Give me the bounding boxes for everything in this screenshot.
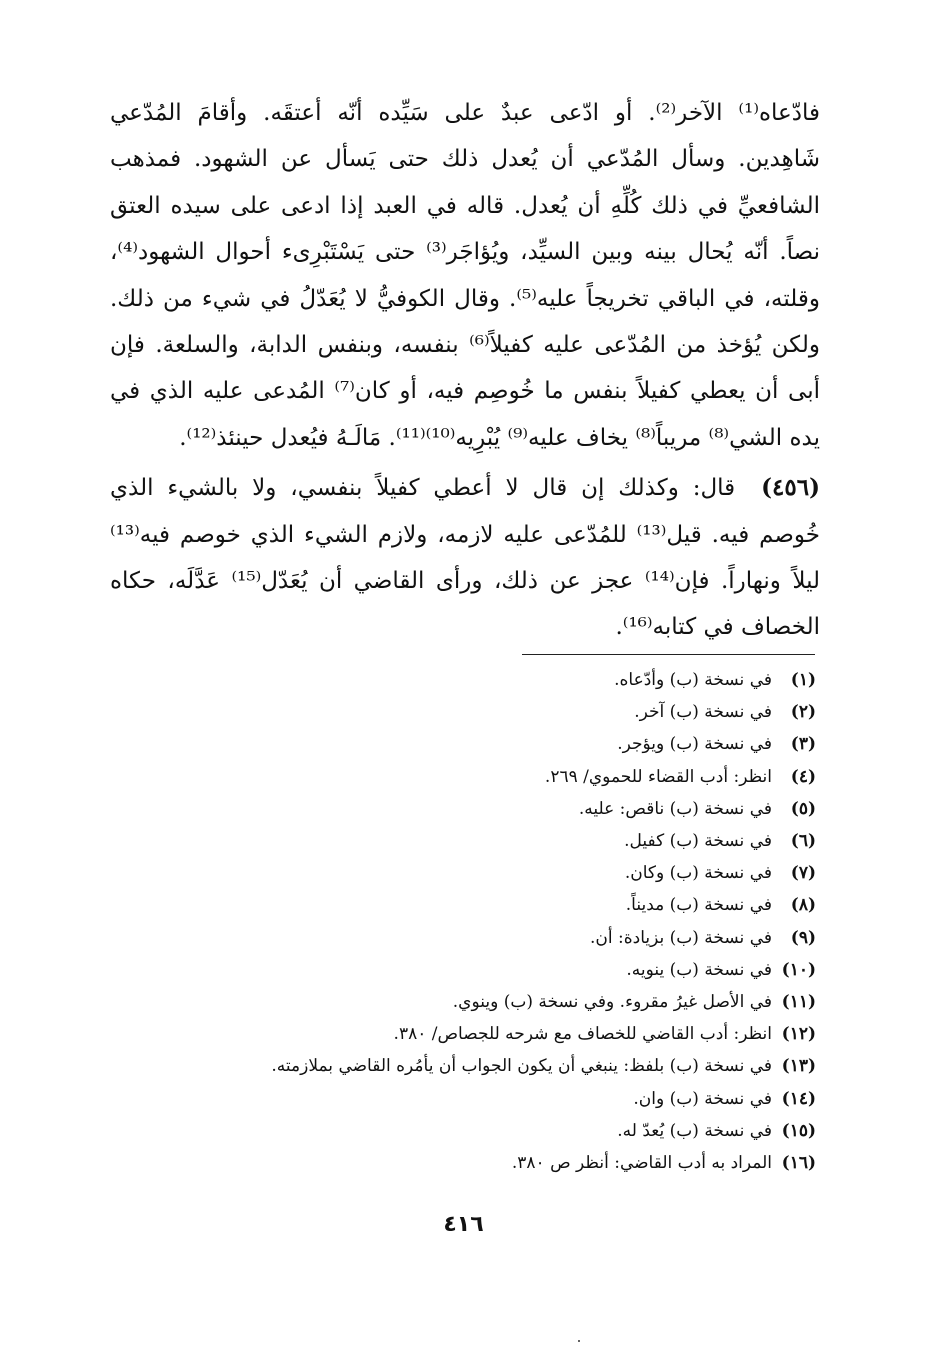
footnote-item bbox=[180, 696, 816, 728]
footnote-number: (٢) bbox=[790, 702, 816, 723]
footnote-number: (٩) bbox=[790, 927, 816, 948]
paragraph-number: (٤٥٦) bbox=[761, 474, 820, 502]
footnote-item bbox=[180, 922, 816, 954]
footnote-item bbox=[180, 1018, 816, 1050]
footnote-number: (١٣) bbox=[781, 1056, 816, 1077]
footnote-number: (٨) bbox=[790, 895, 816, 916]
footnote-item bbox=[180, 889, 816, 921]
footnote-text: في نسخة (ب) وكان. bbox=[624, 863, 772, 884]
footnote-text: في الأصل غيرُ مقروء. وفي نسخة (ب) وينوي. bbox=[452, 992, 772, 1013]
footnote-number: (١٥) bbox=[781, 1120, 816, 1141]
paragraph-2 bbox=[110, 465, 820, 651]
footnote-item bbox=[180, 793, 816, 825]
footnote-text: في نسخة (ب) مديناً. bbox=[625, 895, 772, 916]
footnote-text: في نسخة (ب) ناقص: عليه. bbox=[578, 798, 772, 819]
footnote-number: (١٤) bbox=[781, 1088, 816, 1109]
footnote-number: (١) bbox=[790, 670, 816, 690]
footnote-number: (١١) bbox=[781, 992, 816, 1013]
main-text bbox=[110, 90, 820, 651]
footnote-text: في نسخة (ب) بلفظ: ينبغي أن يكون الجواب أن يأمُره القاضي بملازمته. bbox=[271, 1056, 772, 1077]
footnote-text: انظر: أدب القاضي للخصاف مع شرحه للجصاص/ ٣٨٠. bbox=[393, 1024, 772, 1045]
footnote-text: في نسخة (ب) آخر. bbox=[634, 702, 772, 723]
footnote-text: في نسخة (ب) ويؤجر. bbox=[617, 734, 772, 755]
footnote-number: (٥) bbox=[790, 798, 816, 819]
footnote-item bbox=[180, 1115, 816, 1147]
footnote-text: في نسخة (ب) وان. bbox=[633, 1088, 772, 1109]
footnote-item bbox=[180, 728, 816, 760]
footnote-text: انظر: أدب القضاء للحموي/ ٢٦٩. bbox=[544, 766, 772, 787]
footnote-item bbox=[180, 954, 816, 986]
page-number: ٤١٦ bbox=[443, 1212, 484, 1237]
footnote-text: في نسخة (ب) يُعدّ له. bbox=[617, 1120, 772, 1141]
footnote-number: (١٢) bbox=[781, 1024, 816, 1045]
footnote-number: (٤) bbox=[790, 766, 816, 787]
footnote-item bbox=[180, 857, 816, 889]
scan-speck bbox=[578, 1340, 580, 1342]
footnote-text: في نسخة (ب) بزيادة: أن. bbox=[589, 927, 772, 948]
footnote-text: في نسخة (ب) وأدّعاه. bbox=[614, 670, 772, 690]
footnote-item bbox=[180, 1083, 816, 1115]
footnote-item bbox=[180, 986, 816, 1018]
footnote-text: في نسخة (ب) كفيل. bbox=[624, 831, 772, 852]
footnote-number: (١٠) bbox=[781, 959, 816, 980]
footnote-item bbox=[180, 761, 816, 793]
footnote-item bbox=[180, 1050, 816, 1082]
footnote-number: (٣) bbox=[790, 734, 816, 755]
footnote-item bbox=[180, 1147, 816, 1179]
footnotes-list bbox=[180, 664, 816, 1179]
footnote-number: (١٦) bbox=[781, 1153, 816, 1174]
footnote-item bbox=[180, 825, 816, 857]
footnote-separator bbox=[522, 654, 815, 655]
paragraph-2-text: قال: وكذلك إن قال لا أعطي كفيلاً بنفسي، ولا بالشيء الذي خُوصم فيه. قيل⁽¹³⁾ للمُدّعى عليه لازمه، ولازم الشيء الذي خوصم فيه⁽¹³⁾ ليلاً ونهاراً. فإن⁽¹⁴⁾ عجز عن ذلك، ورأى القاضي أن يُعَدّل⁽¹⁵⁾ عَدَّلَه، حكاه الخصاف في كتابه⁽¹⁶⁾. bbox=[110, 475, 821, 641]
footnote-number: (٧) bbox=[790, 863, 816, 884]
paragraph-1: فادّعاه⁽¹⁾ الآخر⁽²⁾. أو ادّعى عبدٌ على سَيِّده أنّه أعتقَه. وأقامَ المُدّعي شَاهِدين. وسأل المُدّعي أن يُعدل ذلك حتى يَسأل عن الشهود. فمذهب الشافعيِّ في ذلك كُلِّهِ أن يُعدل. قاله في العبد إذا ادعى على سيده العتق نصاً. أنّه يُحال بينه وبين السيِّد، ويُؤاجَر⁽³⁾ حتى يَسْتَبْرِىء أحوال الشهود⁽⁴⁾، وقلته، في الباقي تخريجاً عليه⁽⁵⁾. وقال الكوفيُّ لا يُعَدّلُ في شيء من ذلك. ولكن يُؤخذ من المُدّعى عليه كفيلاً⁽⁶⁾ بنفسه، وبنفس الدابة، والسلعة. فإن أبى أن يعطي كفيلاً بنفس ما خُوصِم فيه، أو كان⁽⁷⁾ المُدعى عليه الذي في يده الشي⁽⁸⁾ مريباً⁽⁸⁾ يخاف عليه⁽⁹⁾ يُبْرِيه⁽¹⁰⁾⁽¹¹⁾. مَالَـهُ فيُعدل حينئذ⁽¹²⁾. bbox=[110, 100, 821, 451]
footnote-number: (٦) bbox=[790, 831, 816, 852]
footnote-item bbox=[180, 664, 816, 696]
footnote-text: في نسخة (ب) ينويه. bbox=[626, 959, 772, 980]
footnote-text: المراد به أدب القاضي: أنظر ص ٣٨٠. bbox=[511, 1153, 772, 1174]
